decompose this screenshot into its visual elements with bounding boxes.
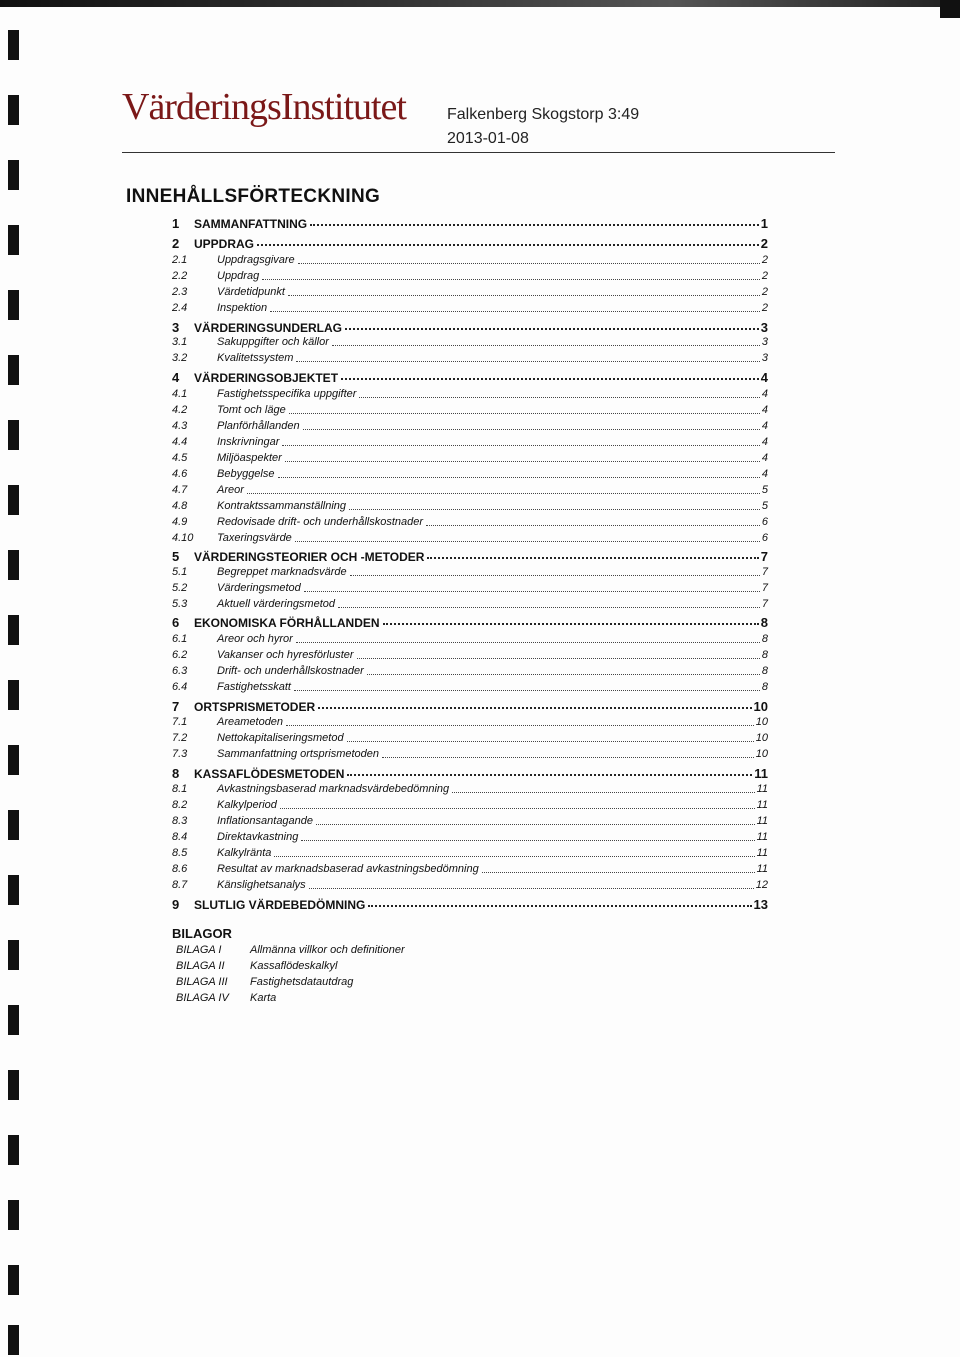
toc-entry <box>172 799 768 815</box>
toc-entry-page: 3 <box>760 320 768 335</box>
toc-entry <box>172 404 768 420</box>
toc-leader-dots <box>296 361 759 362</box>
toc-leader-dots <box>338 607 760 608</box>
toc-entry-title: Redovisade drift- och underhållskostnader <box>217 516 424 528</box>
scan-margin-mark <box>8 225 19 255</box>
toc-leader-dots <box>427 557 758 559</box>
toc-entry-page: 5 <box>761 500 768 512</box>
toc-entry-title: Värderingsmetod <box>217 582 301 594</box>
toc-entry <box>172 302 768 318</box>
toc-leader-dots <box>349 509 760 510</box>
appendix-heading: BILAGOR <box>172 926 232 941</box>
scan-margin-mark <box>8 1325 19 1355</box>
toc-entry-number: 8 <box>172 766 180 781</box>
toc-entry-number: 3 <box>172 320 180 335</box>
toc-entry <box>172 615 768 631</box>
scan-margin-marks <box>0 0 22 1357</box>
toc-entry-number: 4.3 <box>172 420 188 432</box>
toc-entry-title: VÄRDERINGSUNDERLAG <box>194 321 343 335</box>
toc-entry-number: 4.1 <box>172 388 188 400</box>
toc-entry-title: Inflationsantagande <box>217 815 314 827</box>
toc-leader-dots <box>262 279 760 280</box>
toc-entry-page: 10 <box>753 699 768 714</box>
toc-entry-title: Planförhållanden <box>217 420 300 432</box>
scan-margin-mark <box>8 615 19 645</box>
toc-entry-page: 11 <box>756 863 768 875</box>
toc-entry-title: Sakuppgifter och källor <box>217 336 329 348</box>
toc-entry-title: Tomt och läge <box>217 404 286 416</box>
toc-entry-page: 11 <box>756 799 768 811</box>
toc-entry <box>172 336 768 352</box>
toc-entry-page: 13 <box>753 897 768 912</box>
scan-margin-mark <box>8 1200 19 1230</box>
toc-entry-title: UPPDRAG <box>194 237 255 251</box>
toc-entry-title: Kalkylperiod <box>217 799 277 811</box>
toc-leader-dots <box>426 525 760 526</box>
toc-entry-title: Fastighetsskatt <box>217 681 291 693</box>
toc-entry <box>172 500 768 516</box>
toc-entry-number: 5.3 <box>172 598 188 610</box>
toc-entry-page: 10 <box>755 748 768 760</box>
toc-entry-title: VÄRDERINGSTEORIER OCH -METODER <box>194 550 425 564</box>
toc-entry-page: 1 <box>760 216 768 231</box>
toc-entry-title: Areametoden <box>217 716 284 728</box>
toc-leader-dots <box>452 792 754 793</box>
toc-entry <box>172 582 768 598</box>
scan-margin-mark <box>8 1070 19 1100</box>
toc-leader-dots <box>332 345 760 346</box>
appendix-key: BILAGA II <box>176 960 225 972</box>
toc-entry-page: 10 <box>755 716 768 728</box>
toc-entry-page: 11 <box>756 847 768 859</box>
toc-leader-dots <box>257 244 759 246</box>
toc-entry-number: 6.3 <box>172 665 188 677</box>
toc-entry-number: 2.1 <box>172 254 188 266</box>
toc-leader-dots <box>482 872 755 873</box>
toc-entry <box>172 633 768 649</box>
toc-entry-page: 4 <box>761 468 768 480</box>
toc-entry-page: 11 <box>756 815 768 827</box>
toc-entry-page: 8 <box>760 615 768 630</box>
toc-entry-number: 6.1 <box>172 633 188 645</box>
scan-margin-mark <box>8 745 19 775</box>
toc-entry-number: 2.3 <box>172 286 188 298</box>
toc-entry-page: 8 <box>761 649 768 661</box>
toc-leader-dots <box>278 477 760 478</box>
toc-entry-number: 6 <box>172 615 180 630</box>
toc-entry <box>172 516 768 532</box>
toc-entry <box>172 352 768 368</box>
toc-entry-page: 2 <box>761 254 768 266</box>
toc-leader-dots <box>309 888 754 889</box>
toc-entry-number: 4.6 <box>172 468 188 480</box>
scan-margin-mark <box>8 1135 19 1165</box>
toc-entry-page: 10 <box>755 732 768 744</box>
toc-entry-number: 3.1 <box>172 336 188 348</box>
toc-entry <box>172 286 768 302</box>
toc-entry <box>172 897 768 913</box>
scan-margin-mark <box>8 420 19 450</box>
toc-leader-dots <box>289 413 760 414</box>
toc-entry-title: Uppdrag <box>217 270 260 282</box>
appendix-item <box>176 976 353 988</box>
toc-entry-title: Nettokapitaliseringsmetod <box>217 732 344 744</box>
toc-entry <box>172 388 768 404</box>
toc-entry-number: 7 <box>172 699 180 714</box>
toc-entry <box>172 598 768 614</box>
toc-entry-page: 4 <box>761 436 768 448</box>
toc-entry-page: 2 <box>761 270 768 282</box>
toc-entry-number: 9 <box>172 897 180 912</box>
toc-leader-dots <box>303 429 760 430</box>
toc-leader-dots <box>285 461 760 462</box>
toc-entry-page: 8 <box>761 665 768 677</box>
toc-entry-number: 5.1 <box>172 566 188 578</box>
toc-entry <box>172 532 768 548</box>
toc-entry-number: 4.5 <box>172 452 188 464</box>
toc-leader-dots <box>298 263 760 264</box>
toc-entry <box>172 681 768 697</box>
toc-entry <box>172 468 768 484</box>
toc-entry-title: Taxeringsvärde <box>217 532 292 544</box>
toc-entry-number: 4.4 <box>172 436 188 448</box>
toc-heading: INNEHÅLLSFÖRTECKNING <box>126 186 381 207</box>
appendix-item <box>176 960 337 972</box>
toc-entry <box>172 783 768 799</box>
toc-entry <box>172 420 768 436</box>
toc-entry-page: 6 <box>761 516 768 528</box>
toc-entry <box>172 863 768 879</box>
toc-entry <box>172 436 768 452</box>
toc-entry-number: 2.4 <box>172 302 188 314</box>
appendix-key: BILAGA IV <box>176 992 229 1004</box>
toc-leader-dots <box>359 397 759 398</box>
toc-entry-page: 7 <box>760 549 768 564</box>
header-divider <box>122 152 835 153</box>
toc-leader-dots <box>350 575 760 576</box>
scan-margin-mark <box>8 875 19 905</box>
appendix-description: Karta <box>250 992 277 1004</box>
toc-entry-title: Areor och hyror <box>217 633 293 645</box>
scan-margin-mark <box>8 290 19 320</box>
toc-entry-title: ORTSPRISMETODER <box>194 700 316 714</box>
toc-entry-number: 6.2 <box>172 649 188 661</box>
toc-entry-title: Kvalitetssystem <box>217 352 294 364</box>
toc-entry-page: 2 <box>760 236 768 251</box>
toc-entry-page: 11 <box>756 831 768 843</box>
toc-leader-dots <box>345 328 759 330</box>
scan-margin-mark <box>8 160 19 190</box>
toc-leader-dots <box>383 623 759 625</box>
toc-leader-dots <box>367 674 760 675</box>
toc-entry-number: 2 <box>172 236 180 251</box>
toc-entry-number: 2.2 <box>172 270 188 282</box>
toc-entry-title: VÄRDERINGSOBJEKTET <box>194 371 339 385</box>
toc-entry-number: 4.10 <box>172 532 194 544</box>
toc-entry <box>172 766 768 782</box>
toc-entry <box>172 815 768 831</box>
toc-leader-dots <box>310 224 759 226</box>
toc-entry <box>172 879 768 895</box>
toc-entry-page: 7 <box>761 598 768 610</box>
scan-margin-mark <box>8 550 19 580</box>
toc-leader-dots <box>282 445 760 446</box>
toc-entry-number: 8.6 <box>172 863 188 875</box>
toc-leader-dots <box>382 757 754 758</box>
toc-entry-title: Drift- och underhållskostnader <box>217 665 364 677</box>
toc-entry <box>172 484 768 500</box>
toc-leader-dots <box>347 774 752 776</box>
appendix-item <box>176 944 405 956</box>
toc-entry-page: 7 <box>761 566 768 578</box>
toc-entry-page: 6 <box>761 532 768 544</box>
scan-top-edge <box>0 0 960 7</box>
toc-entry <box>172 566 768 582</box>
toc-entry-title: Begreppet marknadsvärde <box>217 566 347 578</box>
toc-entry-number: 5 <box>172 549 180 564</box>
toc-entry-page: 3 <box>761 352 768 364</box>
toc-entry-title: Uppdragsgivare <box>217 254 295 266</box>
toc-entry-number: 6.4 <box>172 681 188 693</box>
toc-entry-number: 4.7 <box>172 484 188 496</box>
toc-entry-title: Kontraktssammanställning <box>217 500 347 512</box>
toc-entry <box>172 254 768 270</box>
toc-entry-title: Areor <box>217 484 244 496</box>
toc-entry-title: SLUTLIG VÄRDEBEDÖMNING <box>194 898 366 912</box>
appendix-item <box>176 992 276 1004</box>
appendix-description: Kassaflödeskalkyl <box>250 960 338 972</box>
scan-margin-mark <box>8 1265 19 1295</box>
toc-entry <box>172 216 768 232</box>
toc-entry <box>172 370 768 386</box>
toc-leader-dots <box>341 378 759 380</box>
toc-leader-dots <box>274 856 754 857</box>
toc-entry-title: Inskrivningar <box>217 436 280 448</box>
toc-entry-number: 4.8 <box>172 500 188 512</box>
toc-leader-dots <box>296 642 760 643</box>
toc-entry-title: Värdetidpunkt <box>217 286 285 298</box>
scan-margin-mark <box>8 810 19 840</box>
toc-entry-number: 8.2 <box>172 799 188 811</box>
toc-leader-dots <box>288 295 760 296</box>
toc-leader-dots <box>270 311 760 312</box>
scan-margin-mark <box>8 30 19 60</box>
toc-entry-number: 4 <box>172 370 180 385</box>
toc-entry-number: 4.2 <box>172 404 188 416</box>
toc-leader-dots <box>368 905 751 907</box>
toc-entry-number: 4.9 <box>172 516 188 528</box>
toc-leader-dots <box>304 591 760 592</box>
toc-entry-title: KASSAFLÖDESMETODEN <box>194 767 345 781</box>
toc-entry-page: 11 <box>754 766 768 781</box>
toc-entry-number: 8.7 <box>172 879 188 891</box>
appendix-description: Allmänna villkor och definitioner <box>250 944 405 956</box>
toc-entry-page: 4 <box>761 420 768 432</box>
toc-leader-dots <box>295 541 760 542</box>
toc-entry-page: 2 <box>761 286 768 298</box>
toc-leader-dots <box>280 808 755 809</box>
toc-entry-title: Avkastningsbaserad marknadsvärdebedömning <box>217 783 450 795</box>
toc-entry <box>172 847 768 863</box>
toc-entry-number: 8.4 <box>172 831 188 843</box>
toc-entry-number: 8.1 <box>172 783 188 795</box>
toc-entry-page: 12 <box>755 879 768 891</box>
appendix-key: BILAGA I <box>176 944 222 956</box>
toc-entry-number: 8.5 <box>172 847 188 859</box>
toc-leader-dots <box>357 658 760 659</box>
appendix-key: BILAGA III <box>176 976 228 988</box>
toc-entry-page: 5 <box>761 484 768 496</box>
toc-entry-number: 1 <box>172 216 180 231</box>
scan-margin-mark <box>8 1005 19 1035</box>
toc-entry <box>172 452 768 468</box>
toc-entry-title: Direktavkastning <box>217 831 299 843</box>
toc-entry-title: Känslighetsanalys <box>217 879 306 891</box>
toc-leader-dots <box>347 741 754 742</box>
toc-leader-dots <box>294 690 760 691</box>
toc-entry <box>172 699 768 715</box>
toc-entry-page: 4 <box>761 404 768 416</box>
toc-leader-dots <box>318 707 751 709</box>
toc-leader-dots <box>247 493 760 494</box>
report-date: 2013-01-08 <box>447 130 529 147</box>
toc-entry-page: 8 <box>761 681 768 693</box>
toc-entry-number: 3.2 <box>172 352 188 364</box>
toc-entry-title: EKONOMISKA FÖRHÅLLANDEN <box>194 616 380 630</box>
toc-entry-number: 5.2 <box>172 582 188 594</box>
toc-entry-title: Aktuell värderingsmetod <box>217 598 336 610</box>
toc-entry-title: Kalkylränta <box>217 847 272 859</box>
toc-entry-number: 7.2 <box>172 732 188 744</box>
toc-entry-page: 3 <box>761 336 768 348</box>
toc-entry <box>172 665 768 681</box>
toc-entry-number: 8.3 <box>172 815 188 827</box>
scan-margin-mark <box>8 940 19 970</box>
toc-entry <box>172 549 768 565</box>
toc-leader-dots <box>316 824 755 825</box>
toc-leader-dots <box>286 725 754 726</box>
toc-entry-title: SAMMANFATTNING <box>194 217 308 231</box>
toc-entry-page: 11 <box>756 783 768 795</box>
toc-entry-title: Vakanser och hyresförluster <box>217 649 354 661</box>
toc-entry <box>172 320 768 336</box>
toc-entry <box>172 732 768 748</box>
toc-entry <box>172 748 768 764</box>
toc-entry <box>172 649 768 665</box>
scan-margin-mark <box>8 95 19 125</box>
toc-entry-number: 7.3 <box>172 748 188 760</box>
toc-entry-page: 2 <box>761 302 768 314</box>
scan-margin-mark <box>8 355 19 385</box>
scan-margin-mark <box>8 680 19 710</box>
toc-entry-page: 7 <box>761 582 768 594</box>
toc-entry-title: Inspektion <box>217 302 268 314</box>
toc-entry-title: Miljöaspekter <box>217 452 282 464</box>
toc-entry-page: 4 <box>760 370 768 385</box>
toc-entry-title: Bebyggelse <box>217 468 275 480</box>
scan-corner-mark <box>940 0 960 18</box>
toc-entry-title: Fastighetsspecifika uppgifter <box>217 388 357 400</box>
toc-leader-dots <box>301 840 754 841</box>
company-logo: VärderingsInstitutet <box>122 86 406 128</box>
toc-entry-page: 8 <box>761 633 768 645</box>
toc-entry-number: 7.1 <box>172 716 188 728</box>
appendix-description: Fastighetsdatautdrag <box>250 976 354 988</box>
toc-entry-page: 4 <box>761 452 768 464</box>
scan-margin-mark <box>8 485 19 515</box>
toc-entry <box>172 831 768 847</box>
toc-entry <box>172 236 768 252</box>
toc-entry-title: Resultat av marknadsbaserad avkastningsbedömning <box>217 863 479 875</box>
toc-entry <box>172 716 768 732</box>
toc-entry-page: 4 <box>761 388 768 400</box>
toc-entry <box>172 270 768 286</box>
toc-entry-title: Sammanfattning ortsprismetoden <box>217 748 380 760</box>
property-designation: Falkenberg Skogstorp 3:49 <box>447 106 640 123</box>
